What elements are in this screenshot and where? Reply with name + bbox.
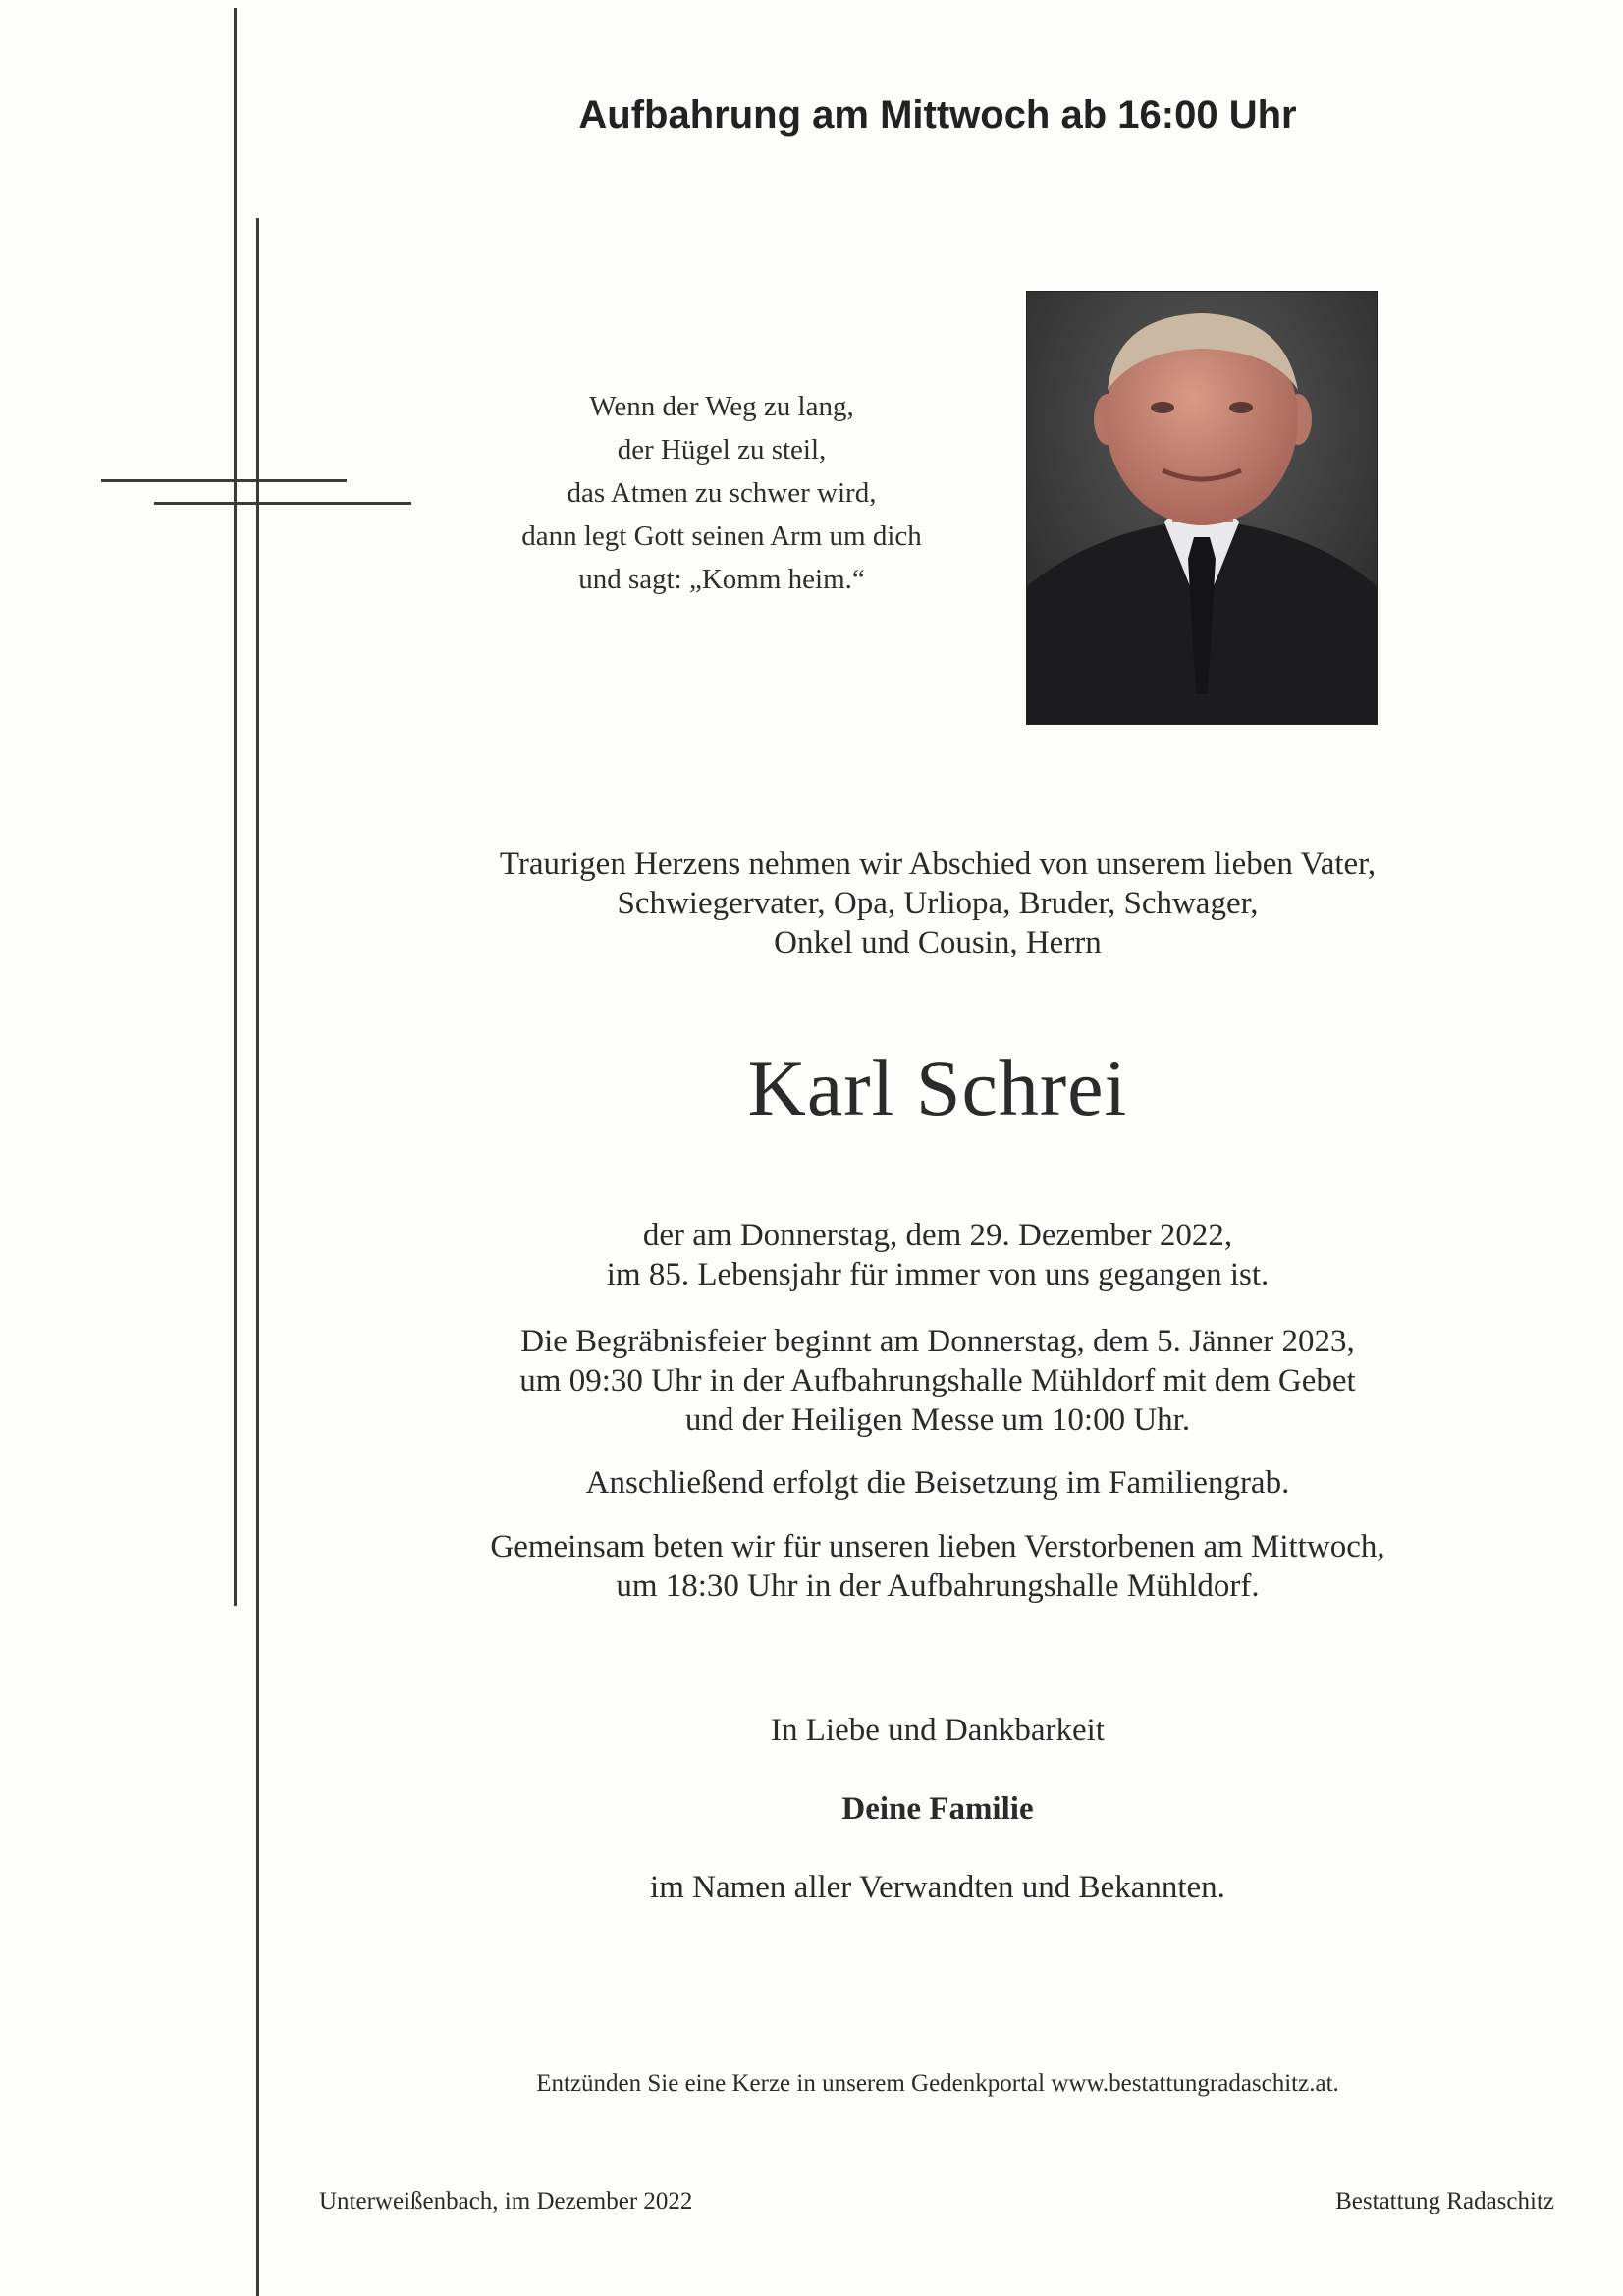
place-date: Unterweißenbach, im Dezember 2022 [319,2188,693,2214]
funeral-info [393,1322,1483,1440]
prayer-info-line: Gemeinsam beten wir für unseren lieben Verstorbenen am Mittwoch, [490,1529,1385,1564]
poem-line: das Atmen zu schwer wird, [567,477,877,509]
cross-vertical-line-right [256,218,259,2296]
prayer-info [393,1527,1483,1606]
intro-line: Onkel und Cousin, Herrn [774,925,1102,960]
poem-line: Wenn der Weg zu lang, [589,391,854,422]
death-info-line: im 85. Lebensjahr für immer von uns gegangen ist. [606,1257,1270,1292]
prayer-info-line: um 18:30 Uhr in der Aufbahrungshalle Mühldorf. [616,1568,1260,1604]
death-info [393,1216,1483,1294]
funeral-info-line: um 09:30 Uhr in der Aufbahrungshalle Mühldorf mit dem Gebet [519,1363,1356,1398]
closing-text: In Liebe und Dankbarkeit [771,1713,1105,1748]
poem [491,385,952,601]
poem-line: und sagt: „Komm heim.“ [578,564,865,595]
family-signature: Deine Familie [841,1791,1034,1827]
deceased-name: Karl Schrei [747,1043,1128,1132]
viewing-headline: Aufbahrung am Mittwoch ab 16:00 Uhr [578,93,1297,137]
funeral-info-line: Die Begräbnisfeier beginnt am Donnerstag, dem 5. Jänner 2023, [520,1324,1355,1359]
intro-line: Traurigen Herzens nehmen wir Abschied von unserem lieben Vater, [499,847,1377,882]
cross-horizontal-line-upper [101,479,347,482]
cross-horizontal-line-lower [154,502,411,505]
intro-line: Schwiegervater, Opa, Urliopa, Bruder, Schwager, [617,886,1259,921]
death-info-line: der am Donnerstag, dem 29. Dezember 2022, [642,1218,1233,1253]
poem-line: der Hügel zu steil, [617,434,827,465]
portrait-illustration [1027,292,1377,724]
poem-line: dann legt Gott seinen Arm um dich [521,520,922,552]
relatives-text: im Namen aller Verwandten und Bekannten. [650,1870,1225,1905]
funeral-info-line: und der Heiligen Messe um 10:00 Uhr. [684,1402,1191,1438]
burial-info: Anschließend erfolgt die Beisetzung im Familiengrab. [585,1465,1290,1501]
memorial-portal-note: Entzünden Sie eine Kerze in unserem Gedenkportal www.bestattungradaschitz.at. [536,2070,1339,2097]
cross-vertical-line-left [234,8,237,1606]
portrait-photo [1026,291,1378,725]
farewell-intro [393,845,1483,962]
funeral-home: Bestattung Radaschitz [1335,2188,1554,2214]
